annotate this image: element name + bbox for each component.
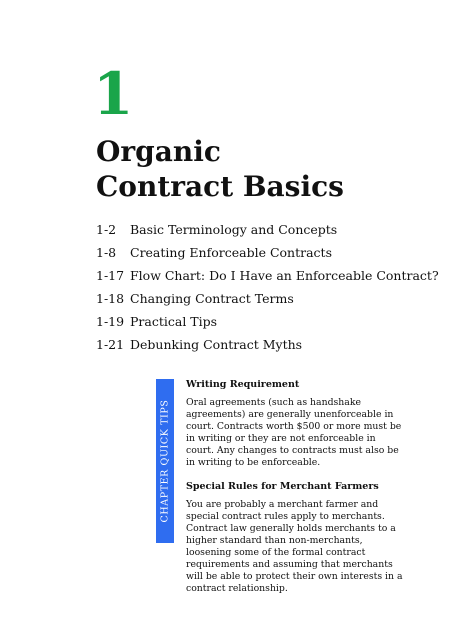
toc-item	[96, 287, 439, 310]
toc-item-label: Debunking Contract Myths	[130, 337, 303, 352]
toc-item-label: Practical Tips	[130, 314, 218, 329]
quick-tip-heading: Writing Requirement	[186, 379, 300, 390]
table-of-contents	[96, 218, 439, 356]
chapter-quick-tips-bar	[156, 379, 174, 543]
toc-page-number: 1-19	[96, 314, 125, 329]
chapter-quick-tips-label: CHAPTER QUICK TIPS	[159, 399, 171, 523]
toc-page-number: 1-18	[96, 291, 125, 306]
toc-item	[96, 333, 439, 356]
chapter-quick-tips	[186, 379, 406, 607]
toc-item	[96, 218, 439, 241]
toc-item	[96, 241, 439, 264]
toc-item-label: Creating Enforceable Contracts	[130, 245, 332, 260]
quick-tip-body: Oral agreements (such as handshake agreements) are generally unenforceable in court. Contracts worth $500 or more must be in writing or they are not enforceable in court. Any changes to contracts must also be in writing to be enforceable.	[186, 397, 402, 468]
quick-tip	[186, 481, 406, 595]
toc-page-number: 1-8	[96, 245, 117, 260]
toc-item-label: Flow Chart: Do I Have an Enforceable Contract?	[130, 268, 439, 283]
toc-item	[96, 310, 439, 333]
toc-page-number: 1-21	[96, 337, 125, 352]
toc-page-number: 1-17	[96, 268, 125, 283]
quick-tip-body: You are probably a merchant farmer and special contract rules apply to merchants. Contract law generally holds merchants to a higher standard than non-merchants, loosening some of the formal contract requirements and assuming that merchants will be able to protect their own interests in a contract relationship.	[186, 499, 403, 594]
toc-item-label: Basic Terminology and Concepts	[130, 222, 338, 237]
toc-page-number: 1-2	[96, 222, 117, 237]
chapter-title-line-1: Organic	[96, 135, 221, 168]
chapter-number: 1	[93, 60, 134, 128]
toc-item	[96, 264, 439, 287]
chapter-title-line-2: Contract Basics	[96, 170, 344, 203]
toc-item-label: Changing Contract Terms	[130, 291, 294, 306]
quick-tip-heading: Special Rules for Merchant Farmers	[186, 481, 379, 492]
quick-tip	[186, 379, 406, 469]
chapter-title	[96, 134, 344, 204]
